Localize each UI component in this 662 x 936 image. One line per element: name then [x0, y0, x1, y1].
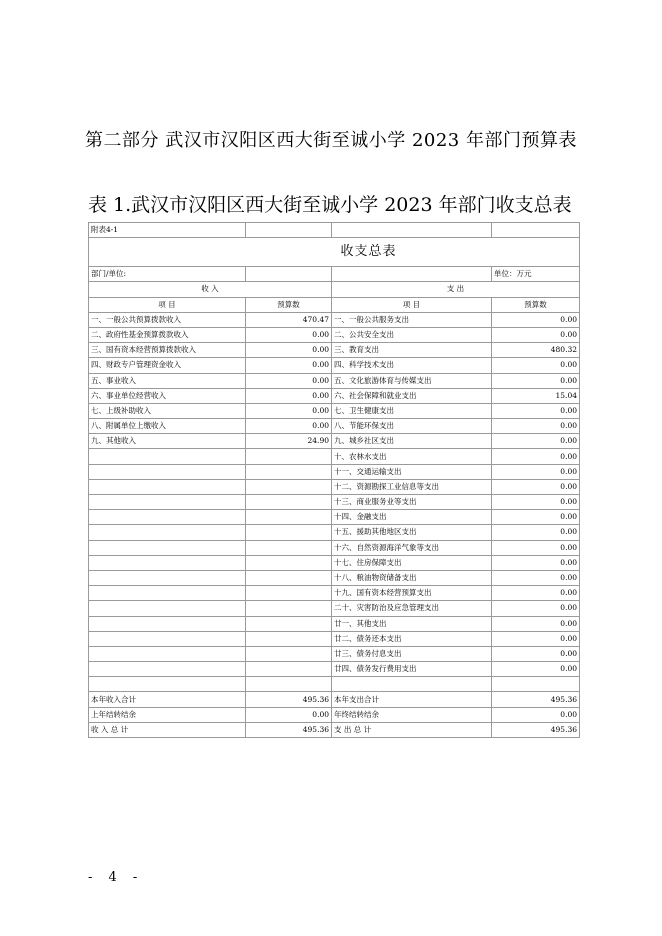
income-item: 六、事业单位经营收入: [89, 388, 246, 403]
expense-item: 廿一、其他支出: [332, 616, 492, 631]
income-amount: [246, 540, 332, 555]
expense-amount: 0.00: [492, 586, 580, 601]
expense-item: 七、卫生健康支出: [332, 403, 492, 418]
expense-item-col-header: 项 目: [332, 297, 492, 312]
income-amount: 0.00: [246, 358, 332, 373]
income-amount: [246, 449, 332, 464]
table-row: [89, 601, 580, 616]
income-item: [89, 479, 246, 494]
table-row: [89, 616, 580, 631]
dept-label: 部门/单位:: [89, 267, 246, 282]
income-amount: [246, 677, 332, 692]
expense-amount: 0.00: [492, 616, 580, 631]
table-row: [89, 495, 580, 510]
income-item: [89, 570, 246, 585]
table-row: [89, 586, 580, 601]
income-amount: [246, 646, 332, 661]
income-amount: [246, 555, 332, 570]
income-amount: 0.00: [246, 388, 332, 403]
expense-amount: 0.00: [492, 540, 580, 555]
income-amount: 495.36: [246, 692, 332, 707]
expense-amount: 0.00: [492, 403, 580, 418]
table-row: [89, 358, 580, 373]
expense-amount: 480.32: [492, 343, 580, 358]
expense-amount: 495.36: [492, 722, 580, 737]
expense-amount: 0.00: [492, 707, 580, 722]
expense-amount: 0.00: [492, 601, 580, 616]
income-amount: 470.47: [246, 312, 332, 327]
income-amount: 0.00: [246, 403, 332, 418]
income-amount: [246, 631, 332, 646]
expense-item: 本年支出合计: [332, 692, 492, 707]
expense-item: 十、农林水支出: [332, 449, 492, 464]
expense-item: 十四、金融支出: [332, 510, 492, 525]
income-item: [89, 495, 246, 510]
income-amount: [246, 616, 332, 631]
income-amount: 0.00: [246, 373, 332, 388]
page-number: - 4 -: [88, 870, 144, 885]
table-row: [89, 388, 580, 403]
income-item: [89, 616, 246, 631]
income-amount: [246, 495, 332, 510]
income-item: [89, 525, 246, 540]
income-item: [89, 449, 246, 464]
income-item: [89, 601, 246, 616]
table-row: [89, 449, 580, 464]
income-amount: 24.90: [246, 434, 332, 449]
summary-row: [89, 707, 580, 722]
table-row: [89, 434, 580, 449]
income-amount: 0.00: [246, 327, 332, 342]
income-item: 本年收入合计: [89, 692, 246, 707]
expense-amount: 0.00: [492, 570, 580, 585]
expense-item: 四、科学技术支出: [332, 358, 492, 373]
expense-item: 年终结转结余: [332, 707, 492, 722]
table-row: [89, 646, 580, 661]
expense-amount: 0.00: [492, 312, 580, 327]
income-amount: [246, 479, 332, 494]
expense-item: 六、社会保障和就业支出: [332, 388, 492, 403]
income-item: [89, 631, 246, 646]
expense-amount: 0.00: [492, 479, 580, 494]
unit-label: 单位：万元: [492, 267, 580, 282]
income-item: [89, 510, 246, 525]
income-item-col-header: 项 目: [89, 297, 246, 312]
expense-item: 十八、粮油物资储备支出: [332, 570, 492, 585]
income-amount: 0.00: [246, 707, 332, 722]
table-title: 表 1.武汉市汉阳区西大街至诚小学 2023 年部门收支总表: [88, 194, 572, 216]
income-item: [89, 540, 246, 555]
attachment-label: 附表4-1: [89, 223, 246, 238]
income-item: 收 入 总 计: [89, 722, 246, 737]
income-item: [89, 555, 246, 570]
expense-amount: 0.00: [492, 434, 580, 449]
table-row: [89, 419, 580, 434]
expense-item: 廿三、债务付息支出: [332, 646, 492, 661]
income-amount: [246, 510, 332, 525]
income-item: 四、财政专户管理资金收入: [89, 358, 246, 373]
expense-item: 十七、住房保障支出: [332, 555, 492, 570]
table-row: [89, 343, 580, 358]
income-amount-col-header: 预算数: [246, 297, 332, 312]
expense-item: 十三、商业服务业等支出: [332, 495, 492, 510]
expense-amount: 0.00: [492, 358, 580, 373]
expense-amount: 0.00: [492, 464, 580, 479]
table-row: [89, 540, 580, 555]
summary-row: [89, 692, 580, 707]
income-item: 三、国有资本经营预算拨款收入: [89, 343, 246, 358]
income-item: 二、政府性基金预算拨款收入: [89, 327, 246, 342]
income-amount: [246, 570, 332, 585]
expense-item: 十九、国有资本经营预算支出: [332, 586, 492, 601]
expense-amount: 0.00: [492, 495, 580, 510]
income-item: [89, 677, 246, 692]
expense-item: 八、节能环保支出: [332, 419, 492, 434]
table-row: [89, 479, 580, 494]
expense-item: 五、文化旅游体育与传媒支出: [332, 373, 492, 388]
income-amount: [246, 586, 332, 601]
table-row: [89, 373, 580, 388]
expense-item: 十二、资源勘探工业信息等支出: [332, 479, 492, 494]
expense-amount: 0.00: [492, 419, 580, 434]
income-header: 收 入: [89, 282, 332, 297]
expense-item: 十一、交通运输支出: [332, 464, 492, 479]
income-item: [89, 464, 246, 479]
expense-item: 支 出 总 计: [332, 722, 492, 737]
expense-amount: 0.00: [492, 373, 580, 388]
table-row: [89, 403, 580, 418]
table-heading: 收支总表: [246, 238, 492, 267]
income-item: 七、上级补助收入: [89, 403, 246, 418]
income-amount: [246, 464, 332, 479]
table-row: [89, 662, 580, 677]
income-item: 九、其他收入: [89, 434, 246, 449]
expense-amount: 0.00: [492, 449, 580, 464]
expense-item: 廿二、债务还本支出: [332, 631, 492, 646]
expense-item: 十五、援助其他地区支出: [332, 525, 492, 540]
table-row: [89, 510, 580, 525]
expense-amount: 0.00: [492, 327, 580, 342]
table-row: [89, 555, 580, 570]
expense-item: 二十、灾害防治及应急管理支出: [332, 601, 492, 616]
expense-item: 十六、自然资源海洋气象等支出: [332, 540, 492, 555]
expense-amount: 0.00: [492, 646, 580, 661]
expense-amount-col-header: 预算数: [492, 297, 580, 312]
income-item: 一、一般公共预算拨款收入: [89, 312, 246, 327]
expense-amount: 0.00: [492, 631, 580, 646]
expense-amount: 0.00: [492, 525, 580, 540]
income-amount: [246, 601, 332, 616]
table-row: [89, 312, 580, 327]
expense-item: 二、公共安全支出: [332, 327, 492, 342]
income-item: [89, 646, 246, 661]
income-item: 上年结转结余: [89, 707, 246, 722]
expense-amount: 15.04: [492, 388, 580, 403]
income-amount: 495.36: [246, 722, 332, 737]
income-item: 八、附属单位上缴收入: [89, 419, 246, 434]
table-row: [89, 327, 580, 342]
income-amount: 0.00: [246, 419, 332, 434]
table-row: [89, 570, 580, 585]
table-row: [89, 631, 580, 646]
expense-amount: 495.36: [492, 692, 580, 707]
income-item: 五、事业收入: [89, 373, 246, 388]
table-row: [89, 525, 580, 540]
expense-amount: 0.00: [492, 662, 580, 677]
income-amount: [246, 662, 332, 677]
income-item: [89, 662, 246, 677]
income-amount: [246, 525, 332, 540]
income-item: [89, 586, 246, 601]
income-amount: 0.00: [246, 343, 332, 358]
expense-amount: 0.00: [492, 510, 580, 525]
table-row: [89, 464, 580, 479]
expense-header: 支 出: [332, 282, 580, 297]
expense-item: 九、城乡社区支出: [332, 434, 492, 449]
income-expense-table: [88, 222, 580, 738]
table-row: [89, 677, 580, 692]
summary-row: [89, 722, 580, 737]
expense-item: [332, 677, 492, 692]
part-title: 第二部分 武汉市汉阳区西大街至诚小学 2023 年部门预算表: [85, 130, 577, 151]
expense-item: 一、一般公共服务支出: [332, 312, 492, 327]
expense-amount: [492, 677, 580, 692]
expense-item: 三、教育支出: [332, 343, 492, 358]
expense-amount: 0.00: [492, 555, 580, 570]
expense-item: 廿四、债务发行费用支出: [332, 662, 492, 677]
